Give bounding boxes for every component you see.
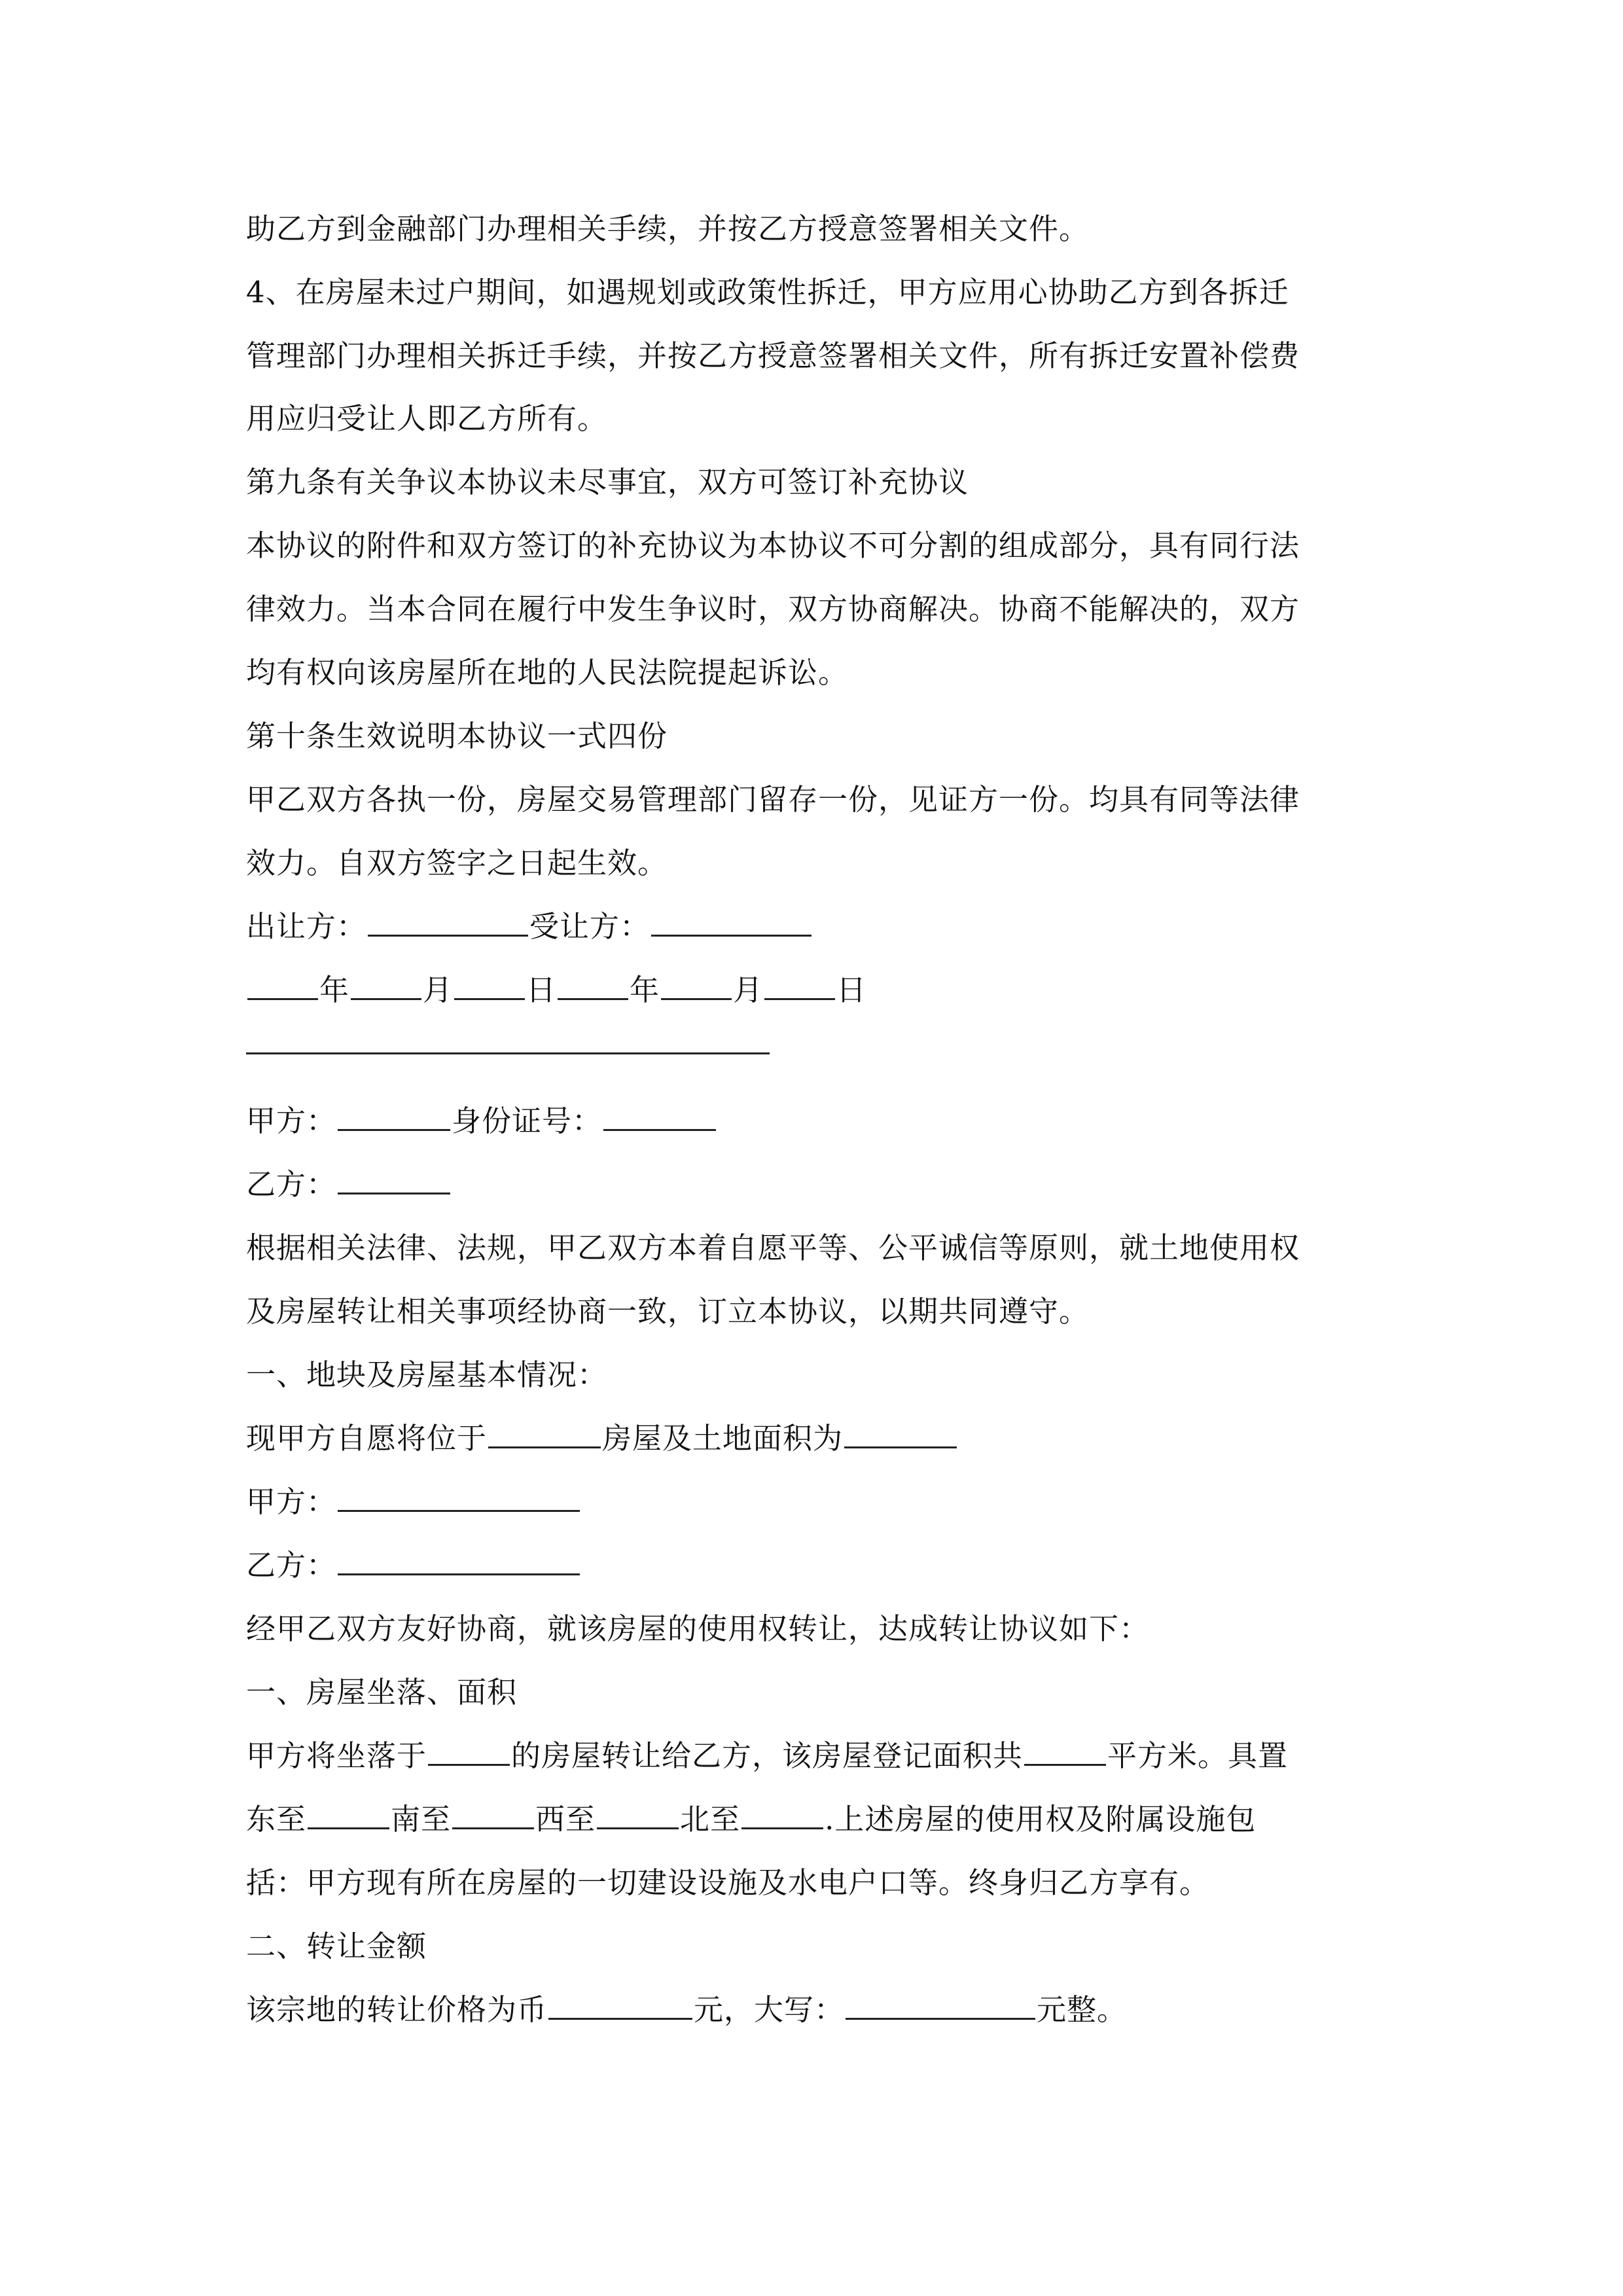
west-blank[interactable] — [597, 1801, 679, 1829]
section-heading: 一、地块及房屋基本情况： — [246, 1357, 608, 1392]
paragraph-line: 用应归受让人即乙方所有。 — [246, 401, 608, 436]
paragraph-line: 助乙方到金融部门办理相关手续，并按乙方授意签署相关文件。 — [246, 211, 1090, 246]
article-heading: 第十条生效说明本协议一式四份 — [246, 719, 668, 753]
paragraph-line: 4、在房屋未过户期间，如遇规划或政策性拆迁，甲方应用心协助乙方到各拆迁 — [246, 275, 1289, 310]
paragraph-line: 本协议的附件和双方签订的补充协议为本协议不可分割的组成部分，具有同行法 — [246, 528, 1300, 563]
transferor-blank[interactable] — [368, 908, 528, 937]
article-heading: 第九条有关争议本协议未尽事宜，双方可签订补充协议 — [246, 465, 969, 499]
house-area-blank[interactable] — [1024, 1738, 1106, 1766]
party-b-line — [246, 1165, 452, 1204]
north-label: 北至 — [680, 1802, 741, 1837]
west-label: 西至 — [535, 1802, 596, 1837]
south-label: 南至 — [391, 1802, 452, 1837]
boundary-line — [246, 1800, 1256, 1839]
party-b-line — [246, 1546, 581, 1585]
paragraph-line: 律效力。当本合同在履行中发生争议时，双方协商解决。协商不能解决的，双方 — [246, 592, 1300, 626]
party-b-label: 乙方： — [246, 1167, 337, 1202]
location-line — [246, 1419, 958, 1458]
price-text: 元整。 — [1037, 1992, 1128, 2027]
paragraph-line: 根据相关法律、法规，甲乙双方本着自愿平等、公平诚信等原则，就土地使用权 — [246, 1230, 1300, 1265]
party-a-line — [246, 1482, 581, 1522]
section-heading: 一、房屋坐落、面积 — [246, 1675, 518, 1710]
paragraph-line: 均有权向该房屋所在地的人民法院提起诉讼。 — [246, 655, 849, 690]
day-blank[interactable] — [454, 972, 525, 1000]
transferee-label: 受让方： — [529, 909, 651, 944]
paragraph-line: 效力。自双方签字之日起生效。 — [246, 846, 668, 880]
month-label: 月 — [733, 973, 764, 1007]
section-heading: 二、转让金额 — [246, 1929, 427, 1964]
south-blank[interactable] — [452, 1801, 534, 1829]
party-a-label: 甲方： — [246, 1484, 337, 1519]
day-blank[interactable] — [764, 972, 835, 1000]
year-blank[interactable] — [247, 972, 318, 1000]
area-text: 房屋及土地面积为 — [602, 1421, 844, 1456]
paragraph-line: 及房屋转让相关事项经协商一致，订立本协议，以期共同遵守。 — [246, 1294, 1090, 1329]
paragraph-line: 经甲乙双方友好协商，就该房屋的使用权转让，达成转让协议如下： — [246, 1611, 1150, 1646]
transferee-blank[interactable] — [651, 908, 812, 937]
party-a-blank[interactable] — [338, 1484, 580, 1512]
signature-line — [246, 907, 813, 946]
area-blank[interactable] — [844, 1420, 957, 1448]
date-line — [246, 971, 866, 1010]
party-b-label: 乙方： — [246, 1548, 337, 1583]
paragraph-line: 管理部门办理相关拆迁手续，并按乙方授意签署相关文件，所有拆迁安置补偿费 — [246, 338, 1300, 373]
north-blank[interactable] — [741, 1801, 823, 1829]
party-a-label: 甲方： — [246, 1103, 337, 1138]
paragraph-line: 括：甲方现有所在房屋的一切建设设施及水电户口等。终身归乙方享有。 — [246, 1865, 1210, 1900]
day-label: 日 — [526, 973, 557, 1007]
paragraph-line: 甲乙双方各执一份，房屋交易管理部门留存一份，见证方一份。均具有同等法律 — [246, 782, 1300, 817]
year-label: 年 — [319, 973, 350, 1007]
house-text: 的房屋转让给乙方，该房屋登记面积共 — [511, 1738, 1024, 1773]
month-blank[interactable] — [351, 972, 421, 1000]
month-blank[interactable] — [661, 972, 732, 1000]
party-b-blank[interactable] — [338, 1166, 450, 1194]
party-a-blank[interactable] — [338, 1103, 450, 1131]
id-number-label: 身份证号： — [452, 1103, 603, 1138]
boundary-tail: .上述房屋的使用权及附属设施包 — [825, 1802, 1257, 1837]
month-label: 月 — [423, 973, 454, 1007]
price-line — [246, 1990, 1127, 2030]
location-blank[interactable] — [488, 1420, 601, 1448]
id-number-blank[interactable] — [603, 1103, 716, 1131]
day-label: 日 — [836, 973, 867, 1007]
year-label: 年 — [630, 973, 660, 1007]
section-divider — [246, 1052, 770, 1054]
house-location-blank[interactable] — [428, 1738, 510, 1766]
transferor-label: 出让方： — [246, 909, 367, 944]
party-a-line — [246, 1102, 717, 1141]
price-text: 元，大写： — [694, 1992, 845, 2027]
east-blank[interactable] — [308, 1801, 389, 1829]
price-figure-blank[interactable] — [548, 1992, 692, 2020]
party-b-blank[interactable] — [338, 1547, 580, 1575]
price-words-blank[interactable] — [846, 1992, 1035, 2020]
east-label: 东至 — [246, 1802, 307, 1837]
price-text: 该宗地的转让价格为币 — [246, 1992, 548, 2027]
house-text: 平方米。具置 — [1107, 1738, 1289, 1773]
house-text: 甲方将坐落于 — [246, 1738, 427, 1773]
location-text: 现甲方自愿将位于 — [246, 1421, 488, 1456]
house-line — [246, 1736, 1288, 1776]
year-blank[interactable] — [558, 972, 628, 1000]
